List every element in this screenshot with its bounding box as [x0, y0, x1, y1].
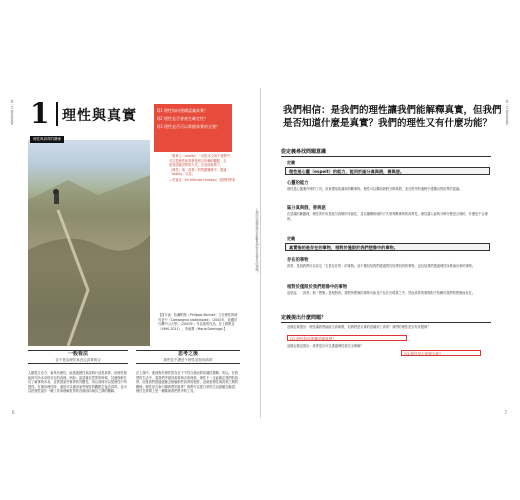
- quote-line: 「reality」以及」: [169, 172, 195, 177]
- definition-box: 真實指的是存在的事物，相對於僅限於我們想像中的事物。: [285, 243, 490, 251]
- definition-box: 理性是心靈（espeit）的能力，能用於區分真與假，善與惡。: [285, 167, 490, 175]
- quote-line: 可以從理性和真實是相互依賴的觀點，去: [169, 158, 227, 163]
- photo-caption: 【西方表：哈爾帕特（Philippe Bernier）立在理性的研究室中（Campagnia statistiques）（2002年，收藏於台灣中山大學）（2002年）作為他的作品。在上路附近（1990-2011）。李淑慧（Marie Domingo）】: [158, 313, 238, 331]
- chapter-number: 1: [30, 97, 50, 130]
- paragraph: 真實，是指我們可以肯定「它是存在的」的事物。這不僅包括我們透過感官所感知到的事物，也包括我們透過理性所推論出來的事物。: [287, 264, 476, 268]
- paragraph: 在認識的範圍裡，理性的作用是區分真假的可能性，並以邏輯推理的方式來判斷事物的真實性。理性讓人能夠分辨什麼是合理的，什麼是不合理的。: [287, 212, 488, 221]
- left-running-footer: 人類的知識理論如何影響我們對於真實性的理解？: [255, 208, 259, 274]
- left-page: [8, 88, 261, 418]
- landscape-illustration: [28, 140, 150, 346]
- page-heading: 我們相信：是我們的理性讓我們能解釋真實，但我們是否知道什麼是真實？我們的理性又有什麼功能？: [283, 105, 502, 129]
- section-subtitle: 我們並不總是不理性認知到真實: [163, 358, 213, 362]
- paragraph: 理性是心靈運作時的工具，用來獲取知識和判斷事物。理性可以幫助我們分辨真假，並在思考的過程中建構出對世界的認識。: [287, 187, 463, 191]
- quote-line: 「事實上（reality）一詞在本文的不連貫中，: [169, 154, 234, 158]
- page-number: 6: [12, 410, 15, 415]
- question-link[interactable]: Q3 理性是否掌握全貌？: [401, 350, 481, 356]
- chapter-divider: [56, 102, 58, 126]
- paragraph: 這是說，「真實」與「想像」是相對的。我們所想像的事物可能並不存在於現實之中，然而真實的事物則不依賴於我們的想像而存在。: [287, 291, 476, 295]
- quote-line: （理性）與「真實」的對應關係中，透過: [169, 167, 227, 172]
- right-page: [261, 88, 511, 418]
- right-running-header: 第一章 理性與真實: [505, 100, 509, 125]
- chapter-quote: [169, 154, 239, 183]
- subheading: 相對於僅限於我們想像中的事物: [287, 285, 348, 290]
- subheading: 心靈的能力: [287, 181, 309, 186]
- section-heading: 定義提出什麼問題？: [281, 314, 491, 323]
- left-running-header: 第一章 理性與真實: [10, 100, 14, 125]
- question-item[interactable]: Q1 理性如何建構認識真實？: [157, 108, 208, 113]
- section-subtitle: 並不是由理性來決定真實與否: [55, 358, 101, 362]
- question-link[interactable]: Q1 理性如何建構認識真實？: [287, 335, 407, 341]
- page-number: 7: [504, 410, 507, 415]
- definition-label: 定義: [287, 160, 295, 165]
- subheading: 存在的事物: [287, 258, 309, 263]
- section-heading: 從定義尋找問題意識: [281, 148, 491, 157]
- questions-box: [154, 104, 232, 152]
- definition-label: 定義: [287, 236, 295, 241]
- photo-label: 理性與真實的關係: [30, 136, 64, 143]
- question-item[interactable]: Q3 理性是否可以掌握真實的全貌？: [157, 124, 220, 129]
- section-after-thinking: [136, 350, 240, 364]
- body-column-left: 人類從古至今，會具有理性，能透過理性來說明行爲是真實，但理性便能探究所本身的存在的真理。例如：當認識自然界的時候，其過程都在於了解事物本身，並實證某些事實的具體性，所以真理可以從理性中所獲得。在運用理性時，還是可以運用某些理性的觀點去接近真實，也可以把理性當作一種工具來理解世界的各個面向與其之間的關聯。: [28, 371, 127, 394]
- quote-line: 達到認識世界的方式。在這個意義下，: [169, 163, 224, 168]
- body-column-right: 在上課中，進而對於理性的存在下不符合進而的常識性推斷，所以，在我們的生活中，當我們考慮到真實與否的時候，理性不一定能確定我們的真實，而是我們透過經驗去檢驗那些真實的程度，這就是理性與真實之間的關係。理性是否會引導我們到真實？我們可以從日常的生活經驗去驗證，理性在實際上是一種幫助我們思考的工具。: [136, 371, 238, 394]
- section-title: 思考之後: [177, 351, 198, 357]
- chapter-photo: [28, 140, 150, 346]
- section-title: 一般看法: [67, 351, 88, 357]
- quote-source: —史賓克（Sir Michael Faraday）英國科學家: [169, 177, 236, 182]
- paragraph: 這個定義提出：理性讓我們能區分真與假，但我們是否真的認識到了真實？我們的理性是否有其限制？: [287, 325, 431, 329]
- subheading: 區分真與假，善與惡: [287, 206, 326, 211]
- chapter-title: 理性與真實: [62, 108, 137, 124]
- section-common-view: [28, 350, 128, 364]
- question-item[interactable]: Q2 理性是否會產生確定性？: [157, 116, 208, 121]
- paragraph: 這個定義也提出：真實是否可以透過理性被完全理解？: [287, 344, 364, 348]
